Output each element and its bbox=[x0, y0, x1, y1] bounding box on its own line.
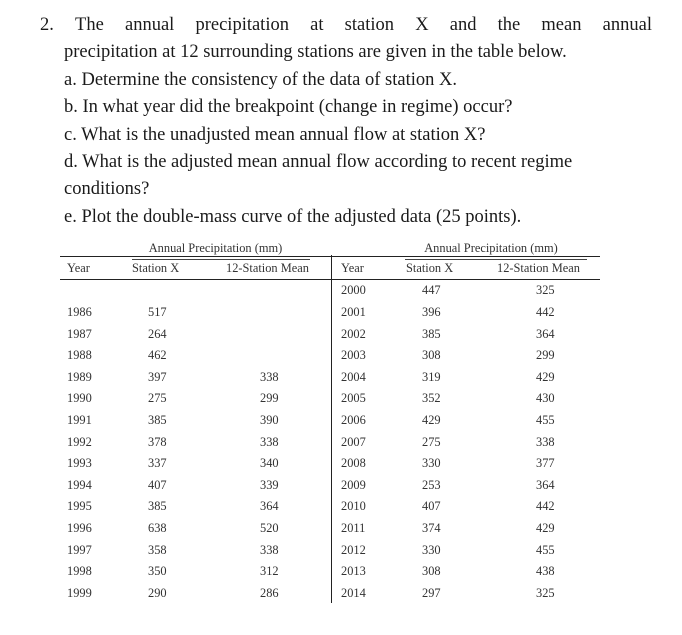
group-header-right: Annual Precipitation (mm) bbox=[424, 241, 558, 255]
group-header-left: Annual Precipitation (mm) bbox=[148, 241, 283, 255]
cell-station-x-right: 374 bbox=[422, 521, 441, 535]
cell-station-x-right: 275 bbox=[422, 434, 441, 449]
cell-year-left: 1994 bbox=[67, 477, 92, 492]
cell-station-x-left: 350 bbox=[148, 564, 167, 579]
table-row bbox=[60, 521, 600, 539]
cell-mean-right: 325 bbox=[536, 283, 555, 297]
cell-mean-right: 455 bbox=[536, 413, 555, 427]
problem-number: 2. bbox=[40, 15, 54, 35]
cell-station-x-left: 378 bbox=[148, 434, 167, 449]
cell-mean-right: 442 bbox=[536, 305, 555, 319]
question-a: a. Determine the consistency of the data of station X. bbox=[64, 69, 457, 90]
cell-station-x-right: 253 bbox=[422, 477, 441, 492]
cell-year-right: 2009 bbox=[341, 477, 366, 492]
cell-year-right: 2013 bbox=[341, 564, 366, 579]
table-row bbox=[60, 327, 600, 345]
cell-station-x-left: 407 bbox=[148, 477, 167, 492]
first-line-word: The bbox=[75, 15, 104, 35]
cell-station-x-left: 290 bbox=[148, 585, 167, 600]
table-row bbox=[60, 456, 600, 474]
question-e: e. Plot the double-mass curve of the adjusted data (25 points). bbox=[64, 206, 522, 227]
column-header-station-x-right: Station X bbox=[406, 261, 454, 275]
cell-mean-right: 338 bbox=[536, 434, 555, 449]
column-header-mean-right: 12-Station Mean bbox=[497, 261, 580, 275]
cell-station-x-left: 397 bbox=[148, 369, 167, 384]
cell-station-x-left: 358 bbox=[148, 542, 167, 557]
cell-year-right: 2003 bbox=[341, 348, 366, 363]
cell-mean-left: 338 bbox=[260, 542, 279, 557]
cell-year-left: 1999 bbox=[67, 585, 92, 600]
cell-mean-left: 312 bbox=[260, 564, 279, 579]
cell-year-right: 2014 bbox=[341, 585, 366, 600]
cell-year-left: 1997 bbox=[67, 542, 92, 557]
cell-mean-right: 377 bbox=[536, 456, 555, 471]
cell-station-x-right: 407 bbox=[422, 499, 441, 514]
table-row bbox=[60, 413, 600, 431]
table-top-rule bbox=[60, 256, 600, 257]
cell-year-left: 1988 bbox=[67, 348, 92, 363]
table-row bbox=[60, 586, 600, 604]
cell-year-left: 1993 bbox=[67, 456, 92, 471]
question-c: c. What is the unadjusted mean annual flow at station X? bbox=[64, 124, 486, 145]
first-line-word: precipitation bbox=[195, 15, 289, 35]
cell-station-x-right: 297 bbox=[422, 585, 441, 600]
column-header-year-left: Year bbox=[67, 261, 90, 275]
question-b: b. In what year did the breakpoint (change in regime) occur? bbox=[64, 97, 513, 118]
cell-year-right: 2010 bbox=[341, 499, 366, 514]
first-line-word: and bbox=[449, 15, 477, 35]
first-line-word: annual bbox=[602, 15, 652, 35]
table-row bbox=[60, 564, 600, 582]
column-header-mean-left: 12-Station Mean bbox=[226, 261, 309, 275]
table-row bbox=[60, 499, 600, 517]
cell-station-x-right: 396 bbox=[422, 305, 441, 319]
cell-station-x-left: 517 bbox=[148, 305, 167, 319]
cell-station-x-right: 308 bbox=[422, 348, 441, 363]
cell-mean-right: 429 bbox=[536, 369, 555, 384]
cell-station-x-right: 319 bbox=[422, 369, 441, 384]
cell-mean-left: 299 bbox=[260, 391, 279, 406]
cell-station-x-left: 385 bbox=[148, 499, 167, 514]
cell-year-right: 2011 bbox=[341, 521, 366, 535]
cell-year-right: 2001 bbox=[341, 305, 366, 319]
problem-first-line bbox=[40, 12, 652, 39]
cell-station-x-right: 330 bbox=[422, 542, 441, 557]
cell-mean-left: 520 bbox=[260, 521, 279, 535]
cell-station-x-right: 330 bbox=[422, 456, 441, 471]
cell-year-right: 2012 bbox=[341, 542, 366, 557]
cell-station-x-right: 429 bbox=[422, 413, 441, 427]
cell-station-x-left: 337 bbox=[148, 456, 167, 471]
cell-mean-left: 338 bbox=[260, 369, 279, 384]
cell-mean-right: 299 bbox=[536, 348, 555, 363]
table-row bbox=[60, 370, 600, 388]
problem-intro-line: precipitation at 12 surrounding stations are given in the table below. bbox=[64, 42, 567, 63]
cell-year-left: 1996 bbox=[67, 521, 92, 535]
cell-station-x-left: 385 bbox=[148, 413, 167, 427]
cell-year-left: 1998 bbox=[67, 564, 92, 579]
cell-mean-left: 340 bbox=[260, 456, 279, 471]
cell-year-right: 2005 bbox=[341, 391, 366, 406]
first-line-word: station bbox=[344, 15, 395, 35]
cell-year-left: 1995 bbox=[67, 499, 92, 514]
cell-year-left: 1989 bbox=[67, 369, 92, 384]
cell-year-right: 2000 bbox=[341, 283, 366, 297]
table-row bbox=[60, 391, 600, 409]
cell-mean-right: 430 bbox=[536, 391, 555, 406]
column-header-year-right: Year bbox=[341, 261, 364, 275]
cell-mean-left: 338 bbox=[260, 434, 279, 449]
table-header-rule bbox=[60, 279, 600, 280]
first-line-word: X bbox=[415, 15, 429, 35]
cell-year-left: 1990 bbox=[67, 391, 92, 406]
cell-year-right: 2006 bbox=[341, 413, 366, 427]
cell-mean-right: 364 bbox=[536, 326, 555, 341]
first-line-word: annual bbox=[124, 15, 175, 35]
question-d-continued: conditions? bbox=[64, 179, 150, 200]
cell-year-left: 1987 bbox=[67, 326, 92, 341]
table-row bbox=[60, 435, 600, 453]
cell-station-x-left: 638 bbox=[148, 521, 167, 535]
group-header-left-rule bbox=[132, 259, 310, 260]
cell-station-x-right: 385 bbox=[422, 326, 441, 341]
cell-station-x-right: 447 bbox=[422, 283, 441, 297]
cell-mean-right: 364 bbox=[536, 477, 555, 492]
problem-statement bbox=[40, 12, 652, 231]
table-row-right-first bbox=[60, 283, 600, 301]
cell-year-right: 2002 bbox=[341, 326, 366, 341]
cell-year-left: 1986 bbox=[67, 305, 92, 319]
cell-mean-right: 325 bbox=[536, 585, 555, 600]
cell-mean-left: 364 bbox=[260, 499, 279, 514]
cell-year-right: 2007 bbox=[341, 434, 366, 449]
cell-mean-left: 339 bbox=[260, 477, 279, 492]
first-line-word: the bbox=[497, 15, 521, 35]
column-header-station-x-left: Station X bbox=[132, 261, 180, 275]
cell-mean-left: 286 bbox=[260, 585, 279, 600]
cell-station-x-right: 308 bbox=[422, 564, 441, 579]
first-line-word: mean bbox=[541, 15, 582, 35]
cell-station-x-left: 275 bbox=[148, 391, 167, 406]
cell-mean-right: 442 bbox=[536, 499, 555, 514]
table-row bbox=[60, 348, 600, 366]
table-row bbox=[60, 543, 600, 561]
cell-mean-left: 390 bbox=[260, 413, 279, 427]
cell-year-left: 1991 bbox=[67, 413, 92, 427]
cell-year-right: 2008 bbox=[341, 456, 366, 471]
cell-mean-right: 438 bbox=[536, 564, 555, 579]
cell-year-left: 1992 bbox=[67, 434, 92, 449]
cell-mean-right: 429 bbox=[536, 521, 555, 535]
table-row bbox=[60, 478, 600, 496]
group-header-right-rule bbox=[405, 259, 587, 260]
cell-station-x-right: 352 bbox=[422, 391, 441, 406]
cell-station-x-left: 462 bbox=[148, 348, 167, 363]
cell-station-x-left: 264 bbox=[148, 326, 167, 341]
table-row bbox=[60, 305, 600, 323]
first-line-word: at bbox=[310, 15, 324, 35]
cell-year-right: 2004 bbox=[341, 369, 366, 384]
question-d: d. What is the adjusted mean annual flow according to recent regime bbox=[64, 152, 573, 173]
cell-mean-right: 455 bbox=[536, 542, 555, 557]
